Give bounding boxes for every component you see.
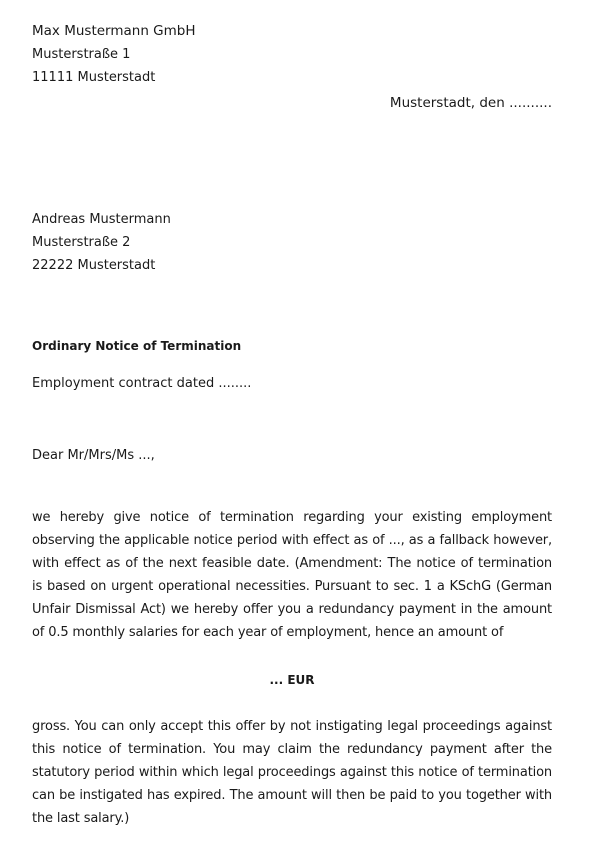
sender-city: 11111 Musterstadt: [32, 70, 156, 85]
sender-company: Max Mustermann GmbH: [32, 23, 196, 39]
contract-reference: Employment contract dated ........: [32, 376, 252, 391]
recipient-city: 22222 Musterstadt: [32, 258, 156, 273]
recipient-name: Andreas Mustermann: [32, 212, 171, 227]
body-paragraph-1: we hereby give notice of termination regarding your existing employment observing the applicable notice period with effect as of ..., as a fallback however, with effect as of the next feasible date. (Amendment: The notice of termination is based on urgent operational necessities. Pursuant to sec. 1 a KSchG (German Unfair Dismissal Act) we hereby offer you a redundancy payment in the amount of 0.5 monthly salaries for each year of employment, hence an amount of: [32, 510, 552, 640]
subject-line: Ordinary Notice of Termination: [32, 339, 242, 353]
sender-street: Musterstraße 1: [32, 47, 131, 62]
place-date: Musterstadt, den ..........: [389, 95, 552, 111]
recipient-street: Musterstraße 2: [32, 235, 131, 250]
body-paragraph-2: gross. You can only accept this offer by not instigating legal proceedings against this notice of termination. You may claim the redundancy payment after the statutory period within which legal proceedings against this notice of termination can be instigated has expired. The amount will then be paid to you together with the last salary.): [32, 719, 552, 826]
amount-line: ... EUR: [269, 673, 315, 687]
salutation: Dear Mr/Mrs/Ms ...,: [32, 448, 155, 463]
